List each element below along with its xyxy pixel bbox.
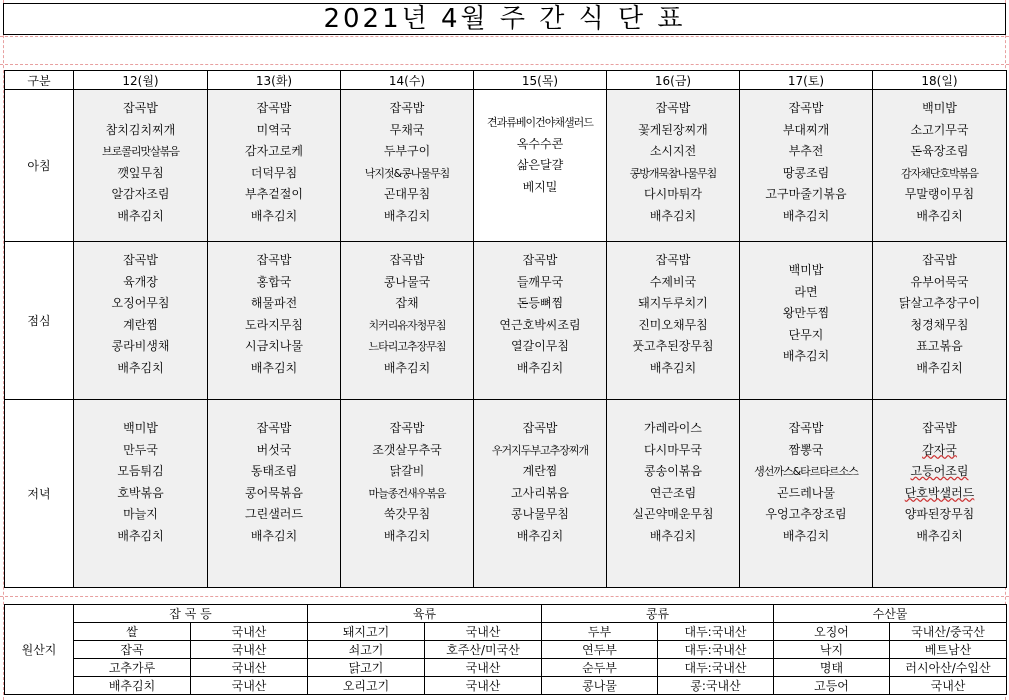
origin-row (5, 659, 1007, 677)
menu-cell (474, 242, 607, 400)
menu-item: 짬뽕국 (788, 442, 824, 457)
meal-label: 저녁 (5, 400, 74, 588)
origin-item: 고등어 (774, 677, 890, 695)
origin-group-header: 콩류 (542, 605, 774, 623)
menu-item: 유부어묵국 (910, 274, 969, 289)
menu-item: 닭갈비 (389, 464, 425, 478)
menu-item: 도라지무침 (245, 317, 303, 332)
menu-item: 베지밀 (522, 179, 558, 194)
menu-item: 배추김치 (916, 208, 963, 223)
menu-item: 두부구이 (383, 144, 431, 158)
menu-cell (873, 242, 1007, 400)
menu-item: 왕만두찜 (782, 306, 830, 320)
menu-cell (873, 90, 1007, 242)
menu-item: 배추김치 (250, 208, 298, 223)
menu-cell (208, 242, 341, 400)
menu-item: 고구마줄기볶음 (765, 187, 847, 201)
origin-item: 쌀 (74, 623, 191, 641)
menu-item: 들깨무국 (516, 274, 564, 289)
day-header: 12(월) (74, 71, 208, 90)
origin-item: 고추가루 (74, 659, 191, 677)
origin-country: 국내산 (425, 659, 542, 677)
menu-cell (607, 400, 740, 588)
menu-item: 다시마튀각 (644, 187, 702, 201)
menu-item: 잡곡밥 (922, 253, 957, 267)
menu-item: 배추김치 (916, 528, 963, 543)
origin-item: 돼지고기 (308, 623, 425, 641)
menu-item: 모듬튀김 (117, 464, 164, 478)
menu-item: 콩라비생채 (111, 339, 170, 353)
menu-item: 우엉고추장조림 (765, 507, 847, 521)
menu-item: 삶은달걀 (516, 158, 564, 172)
menu-item: 소고기무국 (910, 122, 969, 137)
menu-cell (474, 90, 607, 242)
menu-item: 잡곡밥 (389, 253, 425, 267)
day-header: 15(목) (474, 71, 607, 90)
menu-item: 소시지전 (649, 144, 697, 158)
menu-item: 버섯국 (256, 442, 292, 457)
menu-item: 알감자조림 (111, 187, 170, 201)
origin-item: 닭고기 (308, 659, 425, 677)
origin-group-header: 수산물 (774, 605, 1007, 623)
origin-country: 콩:국내산 (658, 677, 774, 695)
day-header: 17(토) (740, 71, 873, 90)
origin-item: 명태 (774, 659, 890, 677)
menu-cell (74, 90, 208, 242)
menu-item: 무채국 (389, 122, 425, 137)
menu-cell (607, 242, 740, 400)
menu-item: 배추김치 (250, 528, 298, 543)
origin-country: 국내산 (191, 659, 308, 677)
menu-item: 잡곡밥 (655, 101, 691, 115)
menu-item: 진미오채무침 (638, 317, 708, 332)
header-row (5, 71, 1007, 90)
menu-item: 오징어무침 (111, 296, 170, 310)
day-header: 13(화) (208, 71, 341, 90)
menu-item: 단호박샐러드 (904, 485, 975, 500)
menu-item: 잡곡밥 (123, 253, 158, 267)
menu-item: 그린샐러드 (245, 507, 303, 521)
menu-item: 잡채 (395, 296, 419, 310)
menu-item: 배추김치 (782, 528, 830, 543)
menu-item: 단무지 (788, 327, 824, 342)
menu-item: 가레라이스 (644, 421, 702, 435)
menu-item: 조갯살무추국 (372, 442, 442, 457)
day-header: 16(금) (607, 71, 740, 90)
menu-item: 생선까스&타르타르소스 (754, 465, 858, 478)
menu-item: 돼지두루치기 (638, 296, 708, 310)
menu-item: 쑥갓무침 (383, 507, 431, 521)
menu-item: 느타리고추장무침 (368, 340, 446, 353)
origin-country: 대두:국내산 (658, 641, 774, 659)
menu-item: 감자채단호박볶음 (900, 166, 978, 180)
menu-item: 배추김치 (916, 360, 963, 375)
menu-item: 곤드레나물 (777, 485, 835, 500)
menu-item: 부추겉절이 (245, 187, 303, 201)
origin-country: 국내산 (425, 677, 542, 695)
menu-item: 양파된장무침 (904, 507, 975, 521)
origin-item: 두부 (542, 623, 658, 641)
menu-item: 잡곡밥 (655, 253, 691, 267)
menu-item: 참치김치찌개 (105, 122, 176, 137)
menu-item: 시금치나물 (245, 339, 303, 353)
menu-item: 부대찌개 (782, 122, 830, 137)
origin-country: 호주산/미국산 (425, 641, 542, 659)
origin-country: 국내산 (890, 677, 1007, 695)
menu-item: 낙지젓&콩나물무침 (364, 166, 450, 180)
menu-cell (208, 400, 341, 588)
weekly-menu-table (4, 70, 1007, 588)
origin-group-row (5, 605, 1007, 623)
origin-country: 국내산/중국산 (890, 623, 1007, 641)
menu-item: 배추김치 (782, 349, 830, 363)
menu-item: 잡곡밥 (389, 101, 425, 115)
menu-cell (74, 400, 208, 588)
page-guide (0, 596, 1009, 597)
menu-cell (74, 242, 208, 400)
origin-country: 대두:국내산 (658, 659, 774, 677)
menu-item: 호박볶음 (117, 485, 164, 500)
day-header: 14(수) (341, 71, 474, 90)
menu-item: 만두국 (123, 442, 158, 457)
page-title: 2021년 4월 주 간 식 단 표 (3, 3, 1006, 35)
menu-item: 배추김치 (117, 360, 164, 375)
menu-item: 배추김치 (649, 208, 697, 223)
menu-cell (607, 90, 740, 242)
menu-item: 배추김치 (782, 208, 830, 223)
day-header: 18(일) (873, 71, 1007, 90)
origin-country: 대두:국내산 (658, 623, 774, 641)
origin-country: 국내산 (191, 641, 308, 659)
menu-item: 배추김치 (516, 360, 564, 375)
menu-item: 잡곡밥 (389, 421, 425, 435)
origin-item: 쇠고기 (308, 641, 425, 659)
origin-row (5, 677, 1007, 695)
menu-item: 닭살고추장구이 (898, 296, 981, 310)
menu-item: 수제비국 (649, 274, 697, 289)
meal-row (5, 90, 1007, 242)
meal-label: 아침 (5, 90, 74, 242)
menu-item: 배추김치 (383, 208, 431, 223)
origin-row (5, 641, 1007, 659)
meal-row (5, 242, 1007, 400)
origin-item: 잡곡 (74, 641, 191, 659)
menu-item: 감자고로케 (245, 144, 303, 158)
menu-cell (740, 400, 873, 588)
menu-item: 꽃게된장찌개 (638, 122, 708, 137)
menu-item: 잡곡밥 (522, 421, 558, 435)
menu-item: 백미밥 (788, 263, 824, 277)
menu-item: 잡곡밥 (788, 101, 824, 115)
menu-item: 잡곡밥 (256, 101, 292, 115)
menu-item: 실곤약매운무침 (632, 507, 714, 521)
menu-cell (740, 90, 873, 242)
menu-item: 부추전 (788, 144, 824, 158)
menu-item: 연근호박씨조림 (499, 317, 581, 332)
menu-cell (341, 90, 474, 242)
menu-item: 더덕무침 (250, 165, 298, 180)
menu-item: 배추김치 (516, 528, 564, 543)
menu-item: 고등어조림 (910, 464, 969, 478)
meal-row (5, 400, 1007, 588)
menu-item: 풋고추된장무침 (632, 339, 714, 353)
menu-item: 감자국 (922, 442, 957, 457)
origin-country: 러시아산/수입산 (890, 659, 1007, 677)
menu-item: 무말랭이무침 (904, 187, 975, 201)
menu-item: 잡곡밥 (922, 421, 957, 435)
menu-item: 땅콩조림 (782, 165, 830, 180)
menu-item: 잡곡밥 (522, 253, 558, 267)
menu-item: 연근조림 (649, 485, 697, 500)
menu-item: 고사리볶음 (511, 485, 569, 500)
origin-item: 낙지 (774, 641, 890, 659)
menu-item: 콩송이볶음 (644, 464, 702, 478)
origin-item: 순두부 (542, 659, 658, 677)
origin-group-header: 육류 (308, 605, 542, 623)
meal-label: 점심 (5, 242, 74, 400)
menu-item: 곤대무침 (383, 187, 431, 201)
menu-item: 콩어묵볶음 (245, 485, 303, 500)
menu-item: 잡곡밥 (123, 101, 158, 115)
menu-item: 열갈이무침 (511, 339, 569, 353)
menu-item: 잡곡밥 (788, 421, 824, 435)
menu-item: 다시마무국 (644, 442, 702, 457)
menu-cell (208, 90, 341, 242)
menu-item: 우거지두부고추장찌개 (491, 443, 589, 457)
origin-table (4, 604, 1007, 695)
menu-item: 마늘종건새우볶음 (368, 486, 446, 500)
menu-item: 홍합국 (256, 274, 292, 289)
menu-item: 백미밥 (922, 101, 957, 115)
menu-item: 배추김치 (117, 528, 164, 543)
origin-item: 콩나물 (542, 677, 658, 695)
origin-item: 오리고기 (308, 677, 425, 695)
origin-country: 베트남산 (890, 641, 1007, 659)
menu-item: 배추김치 (250, 360, 298, 375)
origin-item: 배추김치 (74, 677, 191, 695)
menu-item: 표고볶음 (916, 339, 963, 353)
menu-item: 배추김치 (117, 208, 164, 223)
menu-item: 백미밥 (123, 421, 158, 435)
menu-item: 콩나물무침 (511, 507, 569, 521)
menu-item: 계란찜 (522, 464, 558, 478)
page-guide (0, 64, 1009, 65)
origin-row (5, 623, 1007, 641)
menu-item: 배추김치 (649, 360, 697, 375)
origin-group-header: 잡 곡 등 (74, 605, 308, 623)
menu-item: 깻잎무침 (117, 165, 164, 180)
menu-item: 치커리유자청무침 (368, 318, 446, 332)
menu-item: 라면 (794, 284, 818, 299)
menu-item: 마늘지 (123, 507, 158, 521)
menu-item: 배추김치 (383, 528, 431, 543)
origin-item: 연두부 (542, 641, 658, 659)
menu-item: 잡곡밥 (256, 421, 292, 435)
menu-item: 청경채무침 (910, 317, 969, 332)
menu-item: 옥수수콘 (516, 136, 564, 151)
origin-country: 국내산 (191, 677, 308, 695)
menu-item: 잡곡밥 (256, 253, 292, 267)
menu-item: 해물파전 (250, 296, 298, 310)
menu-item: 배추김치 (649, 528, 697, 543)
menu-cell (873, 400, 1007, 588)
menu-item: 돈등뼈찜 (516, 296, 564, 310)
menu-item: 계란찜 (123, 317, 158, 332)
menu-item: 동태조림 (250, 464, 298, 478)
menu-item: 돈육장조림 (910, 144, 969, 158)
menu-item: 견과류베이건야채샐러드 (487, 116, 593, 129)
menu-cell (740, 242, 873, 400)
menu-item: 육개장 (123, 274, 158, 289)
header-label: 구분 (5, 71, 74, 90)
page-guide (0, 36, 1009, 37)
origin-label: 원산지 (5, 605, 74, 695)
menu-cell (341, 242, 474, 400)
menu-item: 콩방개묵참나물무침 (629, 166, 717, 180)
origin-country: 국내산 (191, 623, 308, 641)
menu-item: 미역국 (256, 122, 292, 137)
menu-cell (474, 400, 607, 588)
menu-item: 콩나물국 (383, 274, 431, 289)
origin-item: 오징어 (774, 623, 890, 641)
origin-country: 국내산 (425, 623, 542, 641)
menu-cell (341, 400, 474, 588)
menu-item: 배추김치 (383, 360, 431, 375)
menu-item: 브로콜리맛살볶음 (101, 145, 179, 158)
